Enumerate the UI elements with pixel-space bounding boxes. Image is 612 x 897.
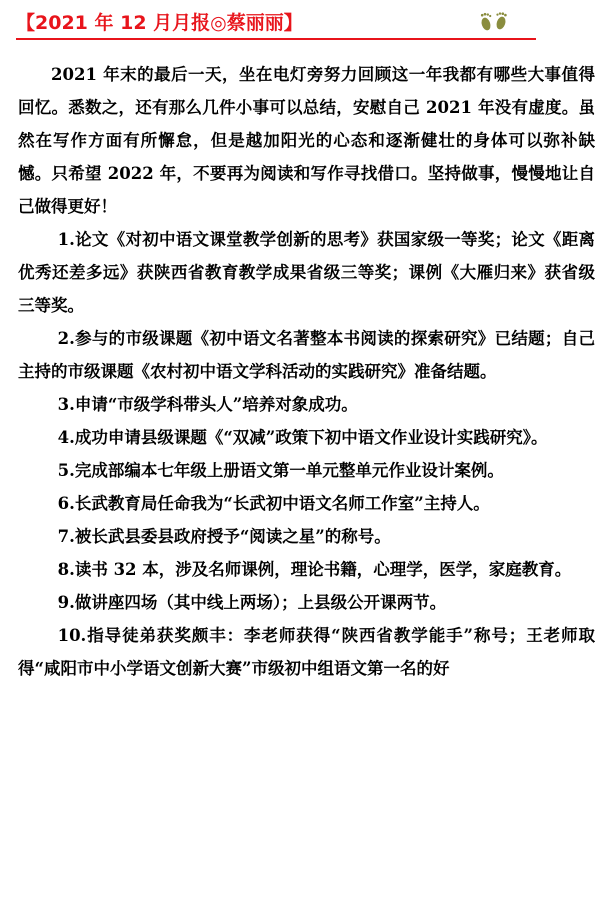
achievement-item: 4.成功申请县级课题《“双减”政策下初中语文作业设计实践研究》。 [57, 428, 548, 447]
achievement-item: 2.参与的市级课题《初中语文名著整本书阅读的探索研究》已结题；自己主持的市级课题《农村初中语文学科活动的实践研究》准备结题。 [18, 329, 595, 381]
achievement-item: 10.指导徒弟获奖颇丰：李老师获得“陕西省教学能手”称号；王老师取得“咸阳市中小学语文创新大赛”市级初中组语文第一名的好 [18, 626, 595, 678]
achievement-item: 3.申请“市级学科带头人”培养对象成功。 [57, 395, 358, 414]
footprints-icon [476, 11, 512, 33]
intro-paragraph: 2021 年末的最后一天，坐在电灯旁努力回顾这一年我都有哪些大事值得回忆。悉数之，还有那么几件小事可以总结，安慰自己 2021 年没有虚度。虽然在写作方面有所懈怠，但是越加阳光的心态和逐渐健壮的身体可以弥补缺憾。只希望 2022 年，不要再为阅读和写作寻找借口。坚持做事，慢慢地让自己做得更好！ [18, 65, 595, 216]
achievement-item: 1.论文《对初中语文课堂教学创新的思考》获国家级一等奖；论文《距离优秀还差多远》获陕西省教育教学成果省级三等奖；课例《大雁归来》获省级三等奖。 [18, 230, 595, 315]
report-header [16, 8, 536, 40]
achievement-item: 5.完成部编本七年级上册语文第一单元整单元作业设计案例。 [57, 461, 504, 480]
achievement-item: 9.做讲座四场（其中线上两场）；上县级公开课两节。 [57, 593, 447, 612]
achievement-item: 6.长武教育局任命我为“长武初中语文名师工作室”主持人。 [57, 494, 490, 513]
title-underline [16, 38, 536, 40]
achievement-item: 7.被长武县委县政府授予“阅读之星”的称号。 [57, 527, 391, 546]
achievement-item: 8.读书 32 本，涉及名师课例，理论书籍，心理学，医学，家庭教育。 [57, 560, 572, 579]
report-body [18, 58, 595, 685]
page-title: 【2021 年 12 月月报◎蔡丽丽】 [16, 12, 303, 34]
